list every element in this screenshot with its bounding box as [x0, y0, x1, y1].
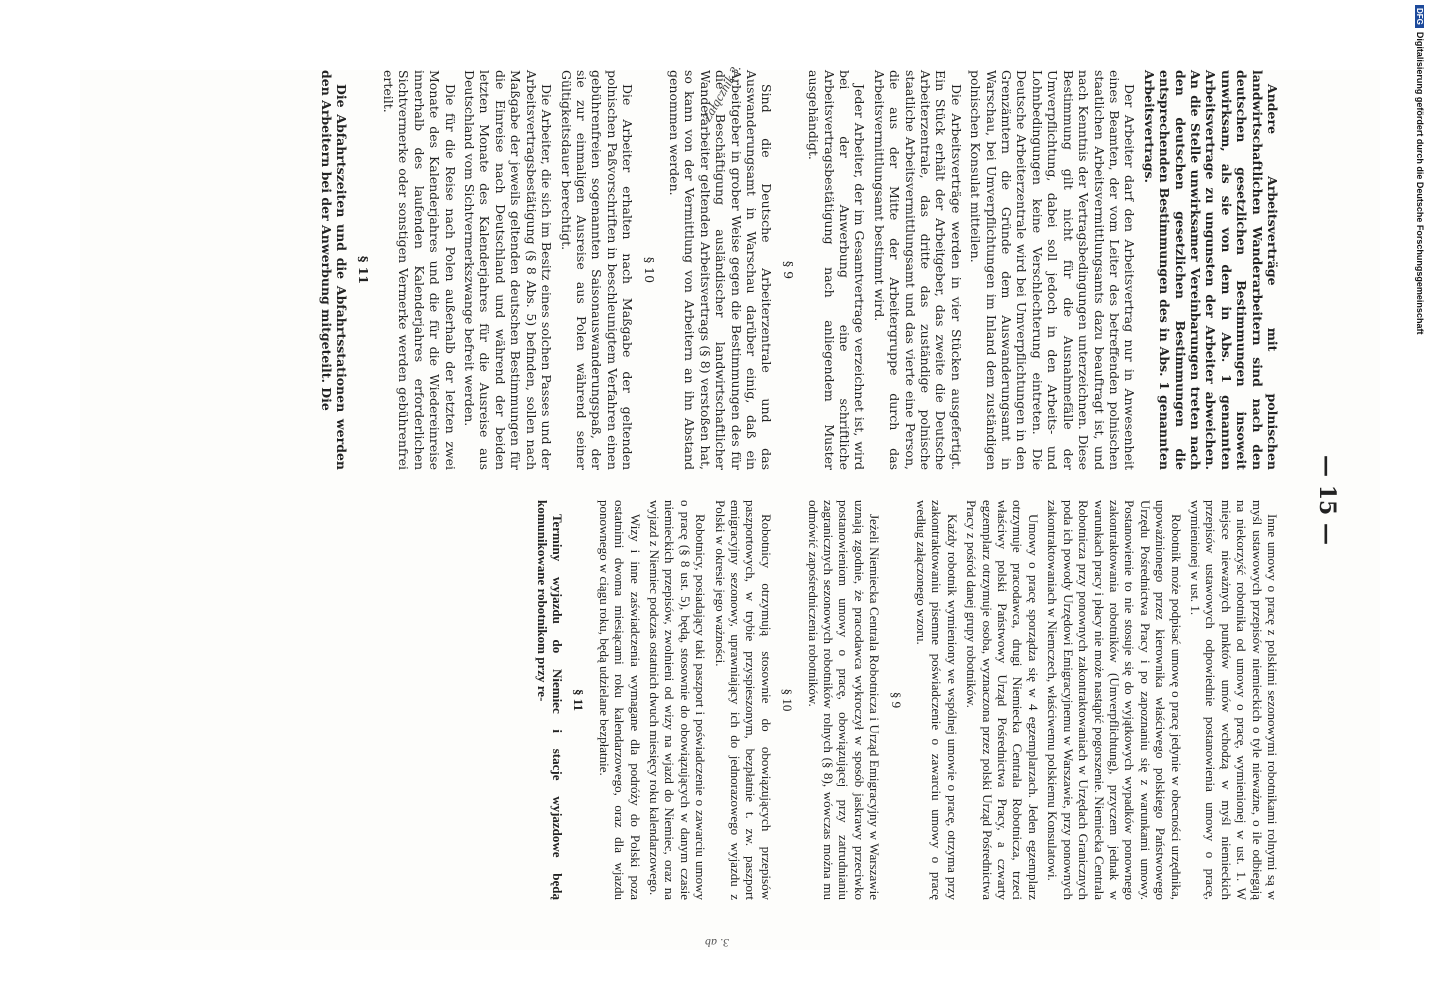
polish-paragraph-7: Robotnicy, posiadający taki paszport i poświadczenie o zawarciu umowy o pracę (§ 8 ust. 5), będą, stosownie do obowiązujących w danym czasie niemieckich przepisów, zwolnieni od wizy na wjazd do Niemiec, oraz na wyjazd z Niemiec podczas ostatnich dwuch miesięcy roku kalendarzowego. [646, 500, 709, 900]
german-paragraph-9: Die Abfahrtszeiten und die Abfahrtsstationen werden den Arbeitern bei der Anwerbung mitgeteilt. Die [318, 70, 350, 470]
german-paragraph-8: Die für die Reise nach Polen außerhalb der letzten zwei Monate des Kalenderjahres und die für die Wiedereinreise innerhalb des laufenden Kalenderjahres erforderlichen Sichtvermerke oder sonstigen Vermerke werden gebührenfrei erteilt. [381, 70, 458, 470]
page-number: — 15 — [1314, 455, 1340, 545]
german-paragraph-7: Die Arbeiter, die sich im Besitz eines solchen Passes und der Arbeitsvertragsbestätigung (§ 8 Abs. 5) befinden, sollen nach Maßgabe der jeweils geltenden deutschen Bestimmungen für die Einreise nach Deutschland und während der beiden letzten Monate des Kalenderjahres für die Ausreise aus Deutschland vom Sichtvermerkszwange befreit werden. [462, 70, 555, 470]
polish-section-9: § 9 [888, 691, 904, 709]
polish-paragraph-9: Terminy wyjazdu do Niemiec i stacje wyjazdowe będą komunikowane robotnikom przy re- [534, 500, 565, 900]
german-paragraph-2: Der Arbeiter darf den Arbeitsvertrag nur in Anwesenheit eines Beamten, der vom Leiter des betreffenden polnischen staatlichen Arbeitsvermittlungsamts dazu beauftragt ist, und nach Kenntnis der Vertragsbedingungen unterzeichnen. Diese Bestimmung gilt nicht für die Ausnahmefälle der Umverpflichtung, dabei soll jedoch in den Arbeits- und Lohnbedingungen keine Verschlechterung eintreten. Die Deutsche Arbeiterzentrale wird bei Umverpflichtungen in den Grenzämtern die Gründe dem Auswanderungsamt in Warschau, bei Umverpflichtungen im Inland dem zuständigen polnischen Konsulat mitteilen. [968, 70, 1138, 470]
german-paragraph-4: Jeder Arbeiter, der im Gesamtvertrage verzeichnet ist, wird bei der Anwerbung eine schriftliche Arbeitsvertragsbestätigung nach anliegendem Muster ausgehändigt. [806, 70, 868, 470]
polish-paragraph-5: Jeżeli Niemiecka Centrala Robotnicza i Urząd Emigracyjny w Warszawie uznają zgodnie, że pracodawca wykroczył w sposób jaskrawy przeciwko postanowieniom umowy o pracę, obowiązującej przy zatrudnianiu zagranicznych sezonowych robotników rolnych (§ 8), wówczas można mu odmówić zapośredniczenia robotników. [805, 500, 883, 900]
polish-paragraph-3: Umowy o pracę sporządza się w 4 egzemplarzach. Jeden egzemplarz otrzymuje pracodawca, drugi Niemiecka Centrala Robotnicza, trzeci właściwy polski Państwowy Urząd Pośrednictwa Pracy, a czwarty egzemplarz otrzymuje osoba, wyznaczona przez polski Urząd Pośrednictwa Pracy z pośród danej grupy robotników. [964, 500, 1041, 900]
german-paragraph-5: Sind die Deutsche Arbeiterzentrale und das Auswanderungsamt in Warschau darüber einig, daß ein Arbeitgeber in grober Weise gegen die Bestimmungen des für die Beschäftigung ausländischer landwirtschaftlicher Wanderarbeiter geltenden Arbeitsvertrags (§ 8) verstoßen hat, so kann von der Vermittlung von Arbeitern an ihn Abstand genommen werden. [666, 70, 775, 470]
polish-section-10: § 10 [780, 688, 796, 712]
dfg-badge: DFG [1415, 5, 1424, 28]
polish-paragraph-6: Robotnicy otrzymują stosownie do obowiązujących przepisów paszportowych, w trybie przyspieszonym, bezpłatnie t. zw. paszport emigracyjny sezonowy, uprawniający ich do jednorazowego wyjazdu z Polski w okresie jego ważności. [712, 500, 774, 900]
german-section-10: § 10 [641, 256, 657, 284]
german-paragraph-3: Die Arbeitsverträge werden in vier Stücken ausgefertigt. Ein Stück erhält der Arbeitgeber, das zweite die Deutsche Arbeiterzentrale, das dritte das zuständige polnische staatliche Arbeitsvermittlungsamt und das vierte eine Person, die aus der Mitte der Arbeitergruppe durch das Arbeitsvermittlungsamt bestimmt wird. [871, 70, 964, 470]
polish-paragraph-2: Robotnik może podpisać umowę o pracę jedynie w obecności urzędnika, upoważnionego przez kierownika właściwego polskiego Państwowego Urzędu Pośrednictwa Pracy i po zapoznaniu się z warunkami umowy. Postanowienie to nie stosuje się do wyjątkowych wypadków ponownego zakontraktowania robotników (Umverpflichtung), przyczem jednak w warunkach pracy i płacy nie może nastąpić pogorszenie. Niemiecka Centrala Robotnicza przy ponownych zakontraktowaniach w Urzędach Granicznych poda ich powody Urzędowi Emigracyjnemu w Warszawie, przy ponownych zakontraktowaniach w Niemczech, właściwemu polskiemu Konsulatowi. [1045, 500, 1184, 900]
german-section-11: § 11 [355, 255, 371, 285]
german-column [314, 70, 1280, 470]
polish-section-11: § 11 [571, 688, 587, 712]
polish-paragraph-4: Każdy robotnik wymieniony we wspólnej umowie o pracę, otrzyma przy zakontraktowaniu pisemne poświadczenie o zawarciu umowy o pracę według załączonego wzoru. [914, 500, 960, 900]
annex-note: Załącznik 3. [698, 61, 744, 125]
stamp-note: 3. ab [705, 936, 729, 950]
polish-paragraph-1: Inne umowy o pracę z polskimi sezonowymi robotnikami rolnymi są w myśl ustawowych przepisów niemieckich o tyle nieważne, o ile odbiegają na niekorzyść robotnika od umowy o pracę, wymienionej w ust. 1. W miejsce nieważnych punktów umów wchodzą w myśl niemieckich przepisów ustawowych odpowiednie postanowienia umowy o pracę, wymienionej w ust. 1. [1187, 500, 1280, 900]
german-paragraph-1: Andere Arbeitsverträge mit polnischen landwirtschaftlichen Wanderarbeitern sind nach den deutschen gesetzlichen Bestimmungen insoweit unwirksam, als sie von dem in Abs. 1 genannten Arbeitsvertrage zu ungunsten der Arbeiter abweichen. An die Stelle unwirksamer Vereinbarungen treten nach den deutschen gesetzlichen Bestimmungen die entsprechenden Bestimmungen des in Abs. 1 genannten Arbeitsvertrags. [1141, 70, 1280, 470]
digitization-credit [1415, 5, 1425, 1000]
polish-column [530, 500, 1280, 900]
polish-paragraph-8: Wizy i inne zaświadczenia wymagane dla podróży do Polski poza ostatnimi dwoma miesiącami roku kalendarzowego, oraz dla wjazdu ponownego w ciągu roku, będą udzielane bezpłatnie. [596, 500, 643, 900]
credit-text: Digitalisierung gefördert durch die Deutsche Forschungsgemeinschaft [1415, 31, 1425, 335]
rotated-page-content [90, 70, 1340, 930]
german-section-9: § 9 [780, 260, 796, 280]
german-paragraph-6: Die Arbeiter erhalten nach Maßgabe der geltenden polnischen Paßvorschriften in beschleunigtem Verfahren einen gebührenfreien sogenannten Saisonauswanderungspaß, der sie zur einmaligen Ausreise aus Polen während seiner Gültigkeitsdauer berechtigt. [558, 70, 636, 470]
